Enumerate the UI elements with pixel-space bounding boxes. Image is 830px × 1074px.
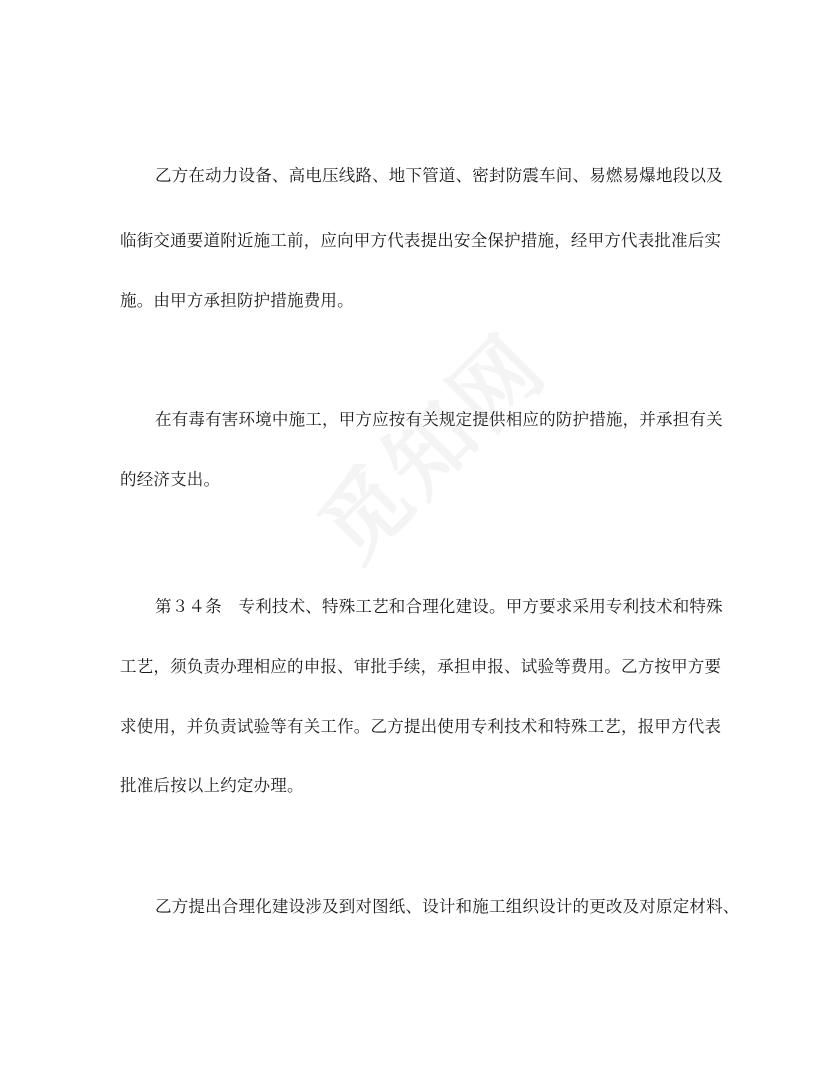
paragraph-1-line-3: 施。由甲方承担防护措施费用。 bbox=[120, 291, 354, 310]
paragraph-4-line-1: 乙方提出合理化建设涉及到对图纸、设计和施工组织设计的更改及对原定材料、 bbox=[155, 897, 740, 916]
paragraph-3-line-3: 求使用，并负责试验等有关工作。乙方提出使用专利技术和特殊工艺，报甲方代表 bbox=[120, 717, 722, 736]
paragraph-1-line-1: 乙方在动力设备、高电压线路、地下管道、密封防震车间、易燃易爆地段以及 bbox=[155, 166, 723, 185]
paragraph-3-line-4: 批准后按以上约定办理。 bbox=[120, 776, 304, 795]
paragraph-3-line-2: 工艺，须负责办理相应的申报、审批手续，承担申报、试验等费用。乙方按甲方要 bbox=[120, 657, 722, 676]
paragraph-2-line-1: 在有毒有害环境中施工，甲方应按有关规定提供相应的防护措施，并承担有关 bbox=[155, 410, 723, 429]
paragraph-2-line-2: 的经济支出。 bbox=[120, 470, 221, 489]
watermark-logo bbox=[287, 301, 570, 584]
paragraph-3-line-1: 第３４条 专利技术、特殊工艺和合理化建设。甲方要求采用专利技术和特殊 bbox=[155, 597, 723, 616]
paragraph-1-line-2: 临街交通要道附近施工前，应向甲方代表提出安全保护措施，经甲方代表批准后实 bbox=[120, 231, 722, 250]
